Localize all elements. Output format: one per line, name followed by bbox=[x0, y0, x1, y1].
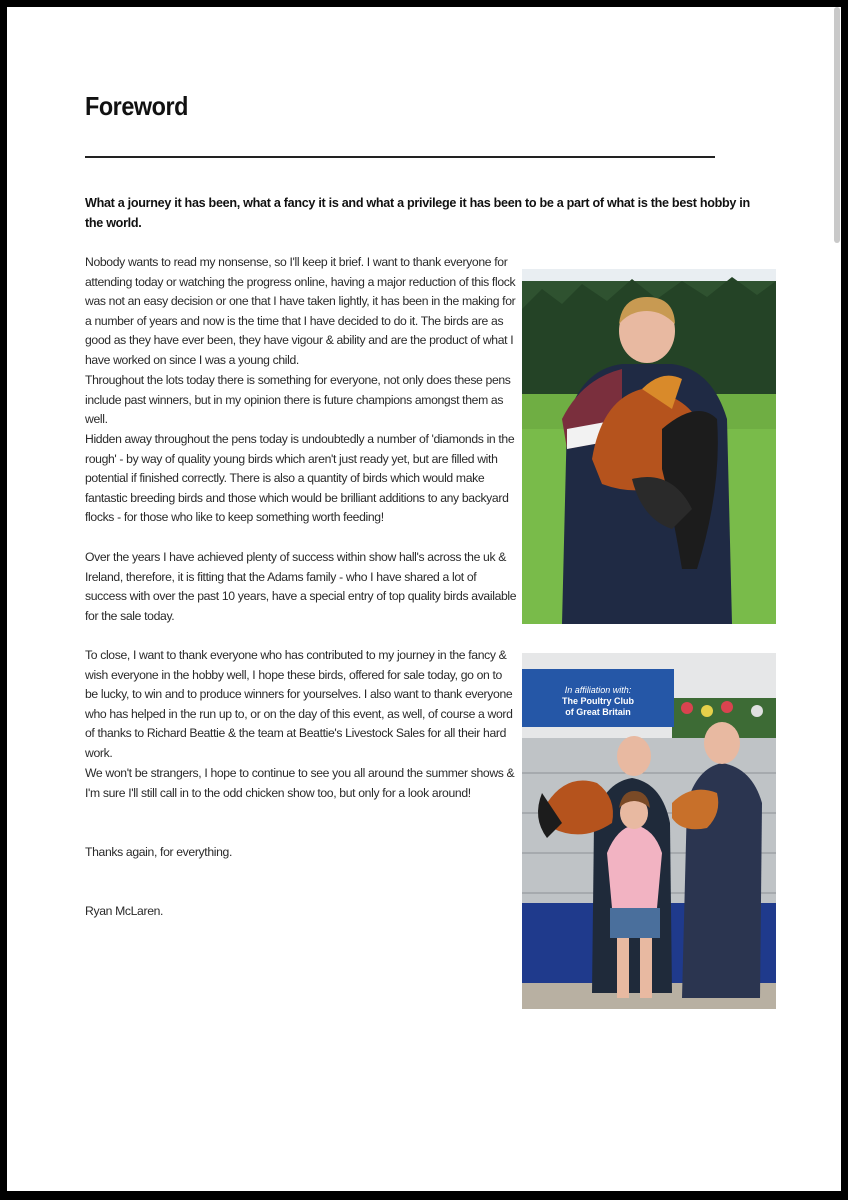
banner-line-3: of Great Britain bbox=[565, 707, 631, 717]
lead-paragraph: What a journey it has been, what a fancy it is and what a privilege it has been to be a part of what is the best hobby in the world. bbox=[85, 196, 750, 230]
signature: Ryan McLaren. bbox=[85, 904, 164, 918]
photo-man-with-rooster-illustration bbox=[522, 269, 776, 624]
photo-man-with-rooster bbox=[522, 269, 776, 624]
banner-line-2: The Poultry Club bbox=[562, 696, 634, 706]
paragraph-2: Throughout the lots today there is something for everyone, not only does these pens include past winners, but in my opinion there is future champions amongst them as well. bbox=[85, 373, 511, 427]
paragraph-4: Over the years I have achieved plenty of success within show hall's across the uk & Ireland, therefore, it is fitting that the Adams family - who I have shared a lot of success with over the past 10 years, have a special entry of top quality birds available for the sale today. bbox=[85, 550, 517, 623]
paragraph-5: To close, I want to thank everyone who has contributed to my journey in the fancy & wish everyone in the hobby well, I hope these birds, offered for sale today, go on to be lucky, to win and to produce winners for yourselves. I also want to thank everyone who has helped in the run up to, or on the day of this event, as well, of course a word of thanks to Richard Beattie & the team at Beattie's Livestock Sales for all their hard work. bbox=[85, 648, 513, 760]
document-page bbox=[7, 7, 841, 1191]
paragraph-1: Nobody wants to read my nonsense, so I'll keep it brief. I want to thank everyone for attending today or watching the progress online, having a major reduction of this flock was not an easy decision or one that I have taken lightly, it has been in the making for a number of years and now is the time that I have decided to do it. The birds are as good as they have ever been, they have vigour & ability and are the product of what I have worked on since I was a young child. bbox=[85, 255, 516, 367]
banner-line-1: In affiliation with: bbox=[564, 685, 632, 695]
poultry-club-banner bbox=[522, 669, 674, 727]
thanks-line: Thanks again, for everything. bbox=[85, 845, 233, 859]
paragraph-6: We won't be strangers, I hope to continue to see you all around the summer shows & I'm sure I'll still call in to the odd chicken show too, but only for a look around! bbox=[85, 766, 515, 800]
title-underline bbox=[85, 156, 715, 158]
photo-show-group bbox=[522, 653, 776, 1009]
paragraph-3: Hidden away throughout the pens today is undoubtedly a number of 'diamonds in the rough' - by way of quality young birds which aren't just ready yet, but are filled with potential if finished correctly. There is also a quantity of birds which would make fantastic breeding birds and those which would be brilliant additions to any backyard flocks - for those who like to keep something worth feeding! bbox=[85, 432, 515, 525]
page-title: Foreword bbox=[85, 91, 189, 121]
scrollbar-thumb[interactable] bbox=[834, 7, 840, 243]
